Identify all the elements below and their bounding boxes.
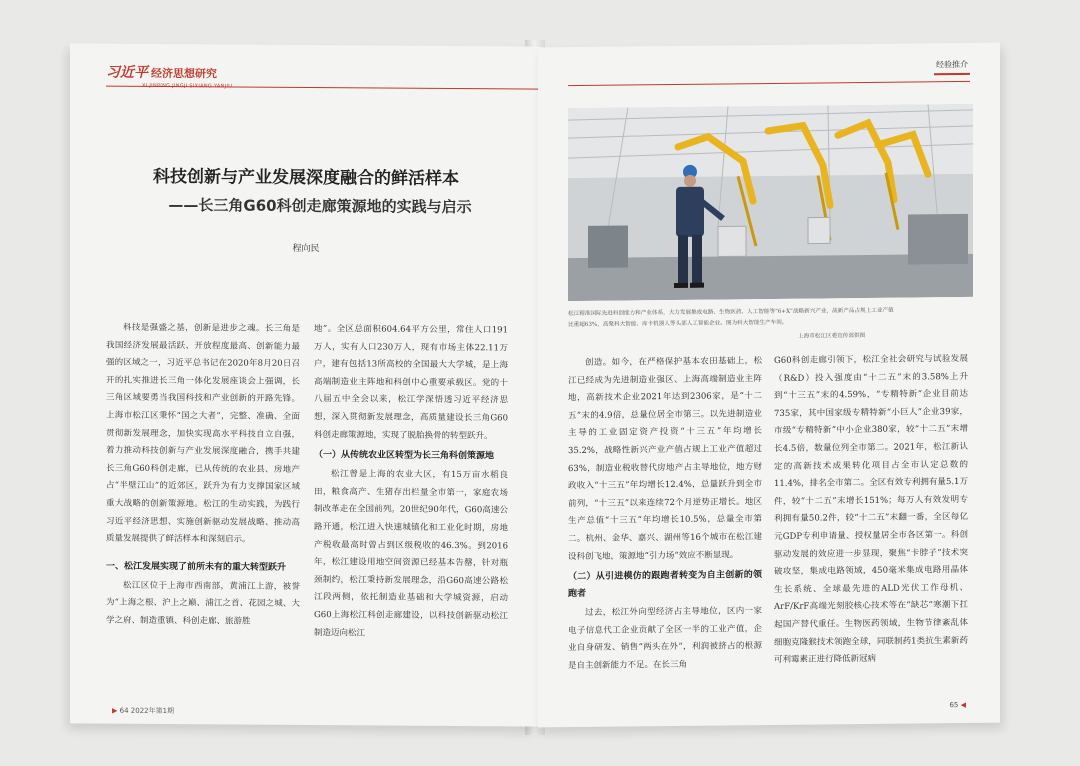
right-page [538, 43, 1000, 728]
left-page [70, 43, 540, 726]
page-number-left: 64 [119, 706, 129, 715]
page-number-right: 65 [949, 701, 959, 710]
right-col1-paragraph: 创造。如今，在严格保护基本农田基础上，松江已经成为先进制造业强区、上海高端制造业主阵地，高新技术企业2021年达到2306家，是“十二五”末的4.9倍，总量位居全市第三。以先进制造业主导的工业固定资产投资“十三五”年均增长35.2%，战略性新兴产业产值占规上工业产值超过63%，制造业税收替代房地产占主导地位，地方财政收入“十三五”年均增长12.4%，总量跃升到全市前列，“十三五”以来连续72个月逆势正增长。地区生产总值“十三五”年均增长10.5%，总量全市第二。杭州、金华、嘉兴、湖州等16个城市在松江建设科创飞地，策源地“引力场”效应不断显现。 [568, 356, 762, 562]
photo-caption: 松江精准国际先进科创能力和产业体系，大力发展集成电路、生物医药、人工智能等“6+X”战略新兴产业，战新产品占规上工业产值比重超63%，高聚科大智能、库卡机器人等头部人工智能企业。图为科大智能生产车间。 [568, 307, 894, 328]
header-rule-right [568, 81, 970, 86]
article-title: 科技创新与产业发展深度融合的鲜活样本 [153, 166, 459, 190]
article-author: 程向民 [292, 243, 320, 255]
left-column-1 [106, 320, 300, 632]
left-column-2 [314, 321, 508, 643]
subsection2-paragraph: 过去，松江外向型经济占主导地位，区内一家电子信息代工企业贡献了全区一半的工业产值，企业自身研发、销售“两头在外”，利润被挤占的根源是自主创新能力不足。在长三角 [568, 606, 762, 672]
intro-paragraph: 科技是强盛之基，创新是进步之魂。长三角是我国经济发展最活跃、开放程度最高、创新能力最强的区域之一，习近平总书记在2020年8月20日召开的扎实推进长三角一体化发展座谈会上强调，长三角区域要勇当我国科技和产业创新的开路先锋。上海市松江区秉怀“国之大者”，完整、准确、全面贯彻新发展理念，加快实现高水平科技自立自强，着力推动科技创新与产业发展深度融合，携手共建长三角G60科创走廊，已从传统的农业县、房地产占“半壁江山”的近郊区，跃升为有力支撑国家区域重大战略的创新策源地。松江的生动实践，为践行习近平经济思想、实施创新驱动发展战略、推动高质量发展提供了鲜活样本和深刻启示。 [106, 322, 300, 545]
subsection-heading-2: （二）从引进模仿的跟跑者转变为自主创新的领跑者 [568, 570, 762, 600]
left-col2-paragraph: 地”。全区总面积604.64平方公里，常住人口191万人，实有人口230万人，现有市场主体22.11万户，建有包括13所高校的全国最大大学城，是上海高端制造业主阵地和科创中心重要承载区。党的十八届五中全会以来，松江学深悟透习近平经济思想，深入贯彻新发展理念，高质量建设长三角G60科创走廊策源地，实现了脱胎换骨的转型跃升。 [314, 324, 508, 441]
section1-paragraph: 松江区位于上海市西南部，黄浦江上游，被誉为“上海之根、沪上之巅、浦江之首、花园之城、大学之府、制造重镇、科创走廊、旅游胜 [106, 580, 300, 627]
masthead-logo: 习近平 [106, 64, 148, 81]
triangle-marker-icon: ◀ [960, 700, 966, 709]
factory-photo [568, 104, 973, 301]
section-tag: 经验推介 [934, 59, 970, 75]
factory-photo-image [568, 104, 973, 301]
article-subtitle: ——长三角G60科创走廊策源地的实践与启示 [168, 196, 472, 217]
journal-pinyin: XI JINPING JINGJI SIXIANG YANJIU [142, 82, 233, 90]
journal-name: 经济思想研究 [151, 66, 217, 81]
photo-credit: 上海市松江区委宣传部供图 [798, 332, 866, 340]
subsection1-paragraph: 松江曾是上海的农业大区，有15万亩水稻良田，粮食高产、生猪存出栏量全市第一，家庭农场制改革走在全国前列。20世纪90年代，G60高速公路开通，松江进入快速城镇化和工业化时期，房地产税收最高时曾占到区级税收的46.3%。到2016年，松江建设用地空间资源已经基本告罄，针对瓶颈制约，松江秉持新发展理念，沿G60高速公路松江段两侧，依托制造业基础和大学城资源，启动G60上海松江科创走廊建设，以科技创新驱动松江制造迈向松江 [314, 469, 508, 638]
triangle-marker-icon: ▶ [112, 706, 118, 715]
right-column-1 [568, 353, 762, 676]
right-column-2 [774, 351, 968, 670]
page-footer-right [949, 701, 966, 709]
subsection-heading-1: （一）从传统农业区转型为长三角科创策源地 [314, 450, 495, 462]
issue-label: 2022年第1期 [130, 706, 175, 716]
right-col2-paragraph: G60科创走廊引领下，松江全社会研究与试验发展（R&D）投入强度由“十二五”末的3.58%上升到“十三五”末的4.59%，“专精特新”企业目前达735家，其中国家级专精特新“小巨人”企业39家，市级“专精特新”中小企业380家，较“十二五”末增长4.5倍，数量位列全市第二。2021年，松江新认定的高新技术成果转化项目占全市认定总数的11.4%，排名全市第二。全区有效专利拥有量5.1万件，较“十二五”末增长151%；每万人有效发明专利拥有量50.2件，较“十二五”末翻一番，全区每亿元GDP专利申请量、授权量居全市各区第一。科创驱动发展的效应进一步显现，聚焦“卡脖子”技术突破攻坚，集成电路领域，450毫米集成电路用晶体生长系统、全球最先进的ALD光伏工作母机、ArF/KrF高端光刻胶核心技术等在“缺芯”寒潮下扛起国产替代重任。生物医药领域，生物节律紊乱体细胞克隆猴技术领跑全球，同联制药1类抗生素新药可利霉素正进行降低新冠病 [774, 353, 968, 666]
section-heading-1: 一、松江发展实现了前所未有的重大转型跃升 [106, 561, 287, 573]
page-footer-left [112, 706, 174, 716]
